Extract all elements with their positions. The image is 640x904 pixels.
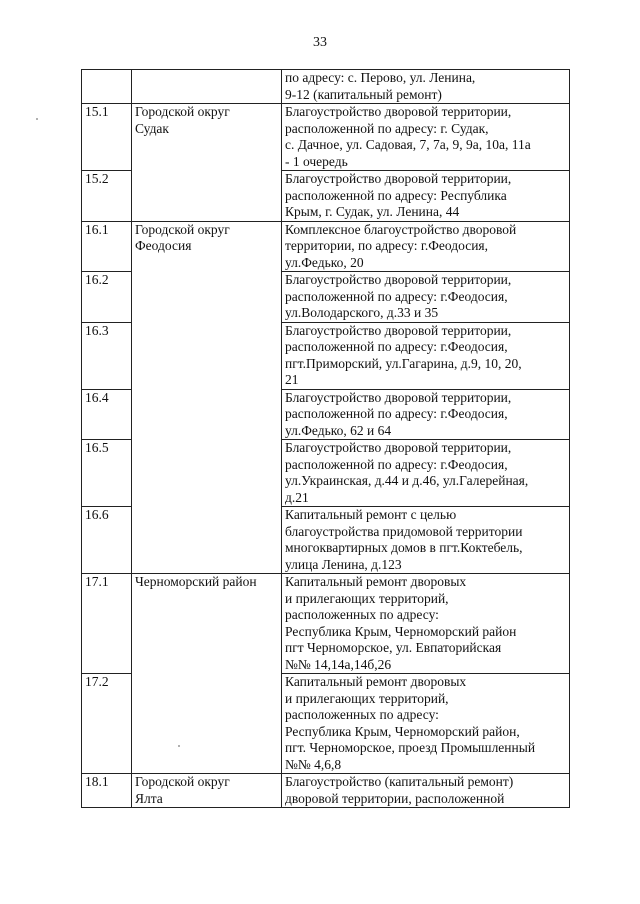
description-cell: Благоустройство дворовой территории, расположенной по адресу: г.Феодосия, пгт.Приморский, ул.Гагарина, д.9, 10, 20, 21 <box>282 322 570 389</box>
row-number: 17.2 <box>82 674 132 774</box>
row-number: 16.3 <box>82 322 132 389</box>
scan-speck <box>36 118 38 120</box>
row-number: 16.6 <box>82 507 132 574</box>
municipality-cell: Городской округ Судак <box>132 104 282 222</box>
description-cell: Капитальный ремонт дворовых и прилегающих территорий, расположенных по адресу: Республика Крым, Черноморский район пгт Черноморское, ул. Евпаторийская №№ 14,14а,14б,26 <box>282 574 570 674</box>
description-cell: Благоустройство (капитальный ремонт) дворовой территории, расположенной <box>282 774 570 808</box>
table-row <box>82 574 570 674</box>
description-cell: Капитальный ремонт с целью благоустройства придомовой территории многоквартирных домов в пгт.Коктебель, улица Ленина, д.123 <box>282 507 570 574</box>
municipality-cell: Городской округ Феодосия <box>132 221 282 574</box>
municipality-cell: Черноморский район <box>132 574 282 774</box>
row-number: 17.1 <box>82 574 132 674</box>
table-row <box>82 70 570 104</box>
description-cell: Благоустройство дворовой территории, расположенной по адресу: г.Феодосия, ул.Володарского, д.33 и 35 <box>282 272 570 323</box>
table-row <box>82 104 570 171</box>
scan-speck <box>178 745 180 747</box>
row-number: 16.1 <box>82 221 132 272</box>
row-number <box>82 70 132 104</box>
row-number: 16.4 <box>82 389 132 440</box>
description-cell: по адресу: с. Перово, ул. Ленина, 9-12 (капитальный ремонт) <box>282 70 570 104</box>
row-number: 16.2 <box>82 272 132 323</box>
document-table <box>81 69 570 808</box>
row-number: 18.1 <box>82 774 132 808</box>
description-cell: Благоустройство дворовой территории, расположенной по адресу: г. Судак, с. Дачное, ул. Садовая, 7, 7а, 9, 9а, 10а, 11а - 1 очередь <box>282 104 570 171</box>
description-cell: Благоустройство дворовой территории, расположенной по адресу: г.Феодосия, ул.Украинская, д.44 и д.46, ул.Галерейная, д.21 <box>282 440 570 507</box>
table-row <box>82 221 570 272</box>
municipality-cell <box>132 70 282 104</box>
row-number: 15.1 <box>82 104 132 171</box>
row-number: 16.5 <box>82 440 132 507</box>
description-cell: Комплексное благоустройство дворовой территории, по адресу: г.Феодосия, ул.Федько, 20 <box>282 221 570 272</box>
row-number: 15.2 <box>82 171 132 222</box>
description-cell: Благоустройство дворовой территории, расположенной по адресу: Республика Крым, г. Судак, ул. Ленина, 44 <box>282 171 570 222</box>
description-cell: Капитальный ремонт дворовых и прилегающих территорий, расположенных по адресу: Республика Крым, Черноморский район, пгт. Черноморское, проезд Промышленный №№ 4,6,8 <box>282 674 570 774</box>
municipality-cell: Городской округ Ялта <box>132 774 282 808</box>
table-row <box>82 774 570 808</box>
description-cell: Благоустройство дворовой территории, расположенной по адресу: г.Феодосия, ул.Федько, 62 и 64 <box>282 389 570 440</box>
page-number: 33 <box>313 35 327 50</box>
